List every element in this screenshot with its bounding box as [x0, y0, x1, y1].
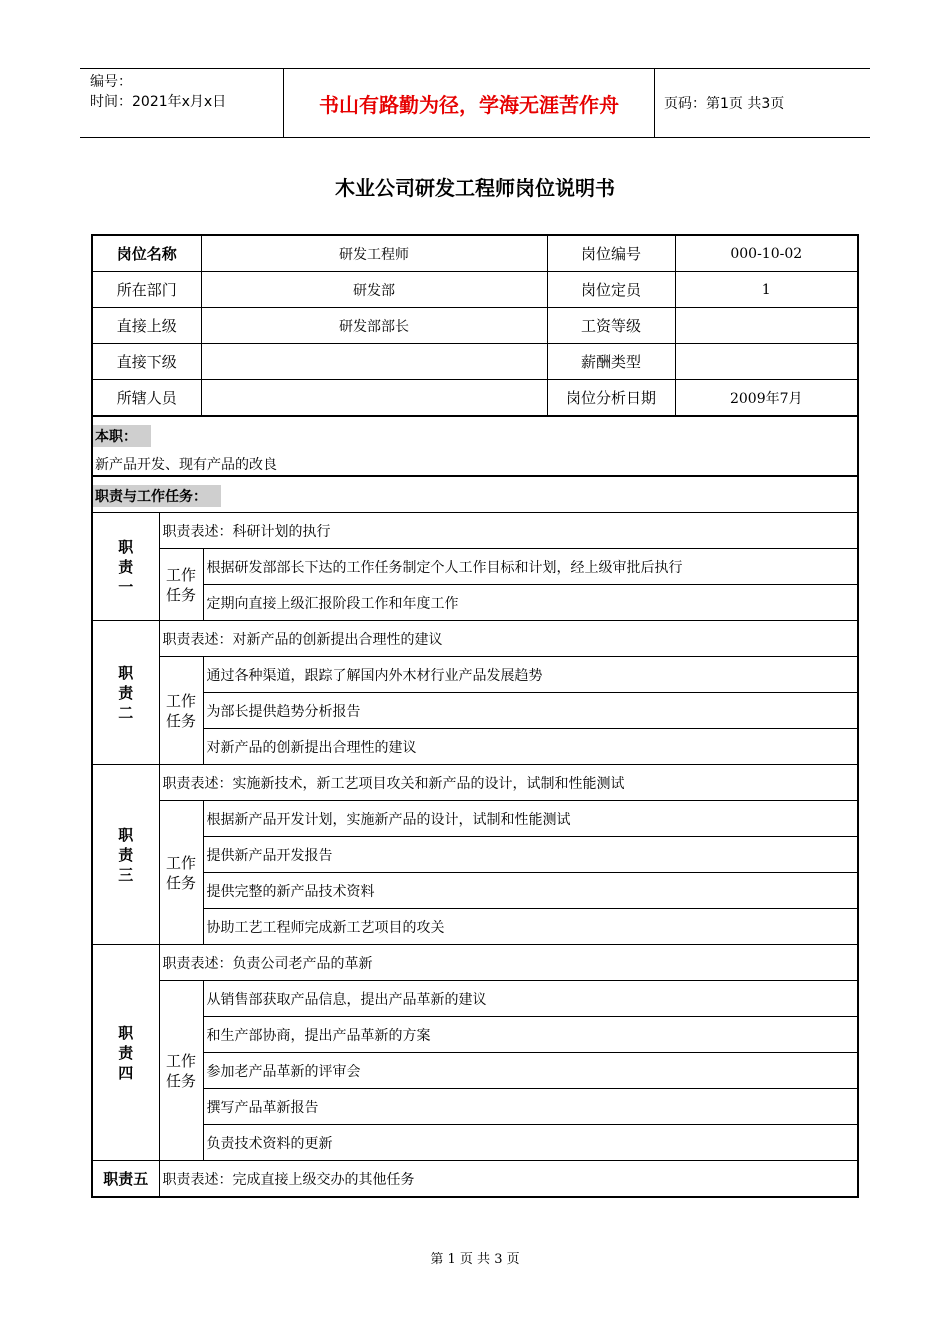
direct-superior-label: 直接上级	[93, 308, 201, 344]
table-row	[93, 621, 857, 657]
duty-label: 职责二	[93, 621, 159, 765]
direct-superior-value: 研发部部长	[201, 308, 547, 344]
table-row	[93, 873, 857, 909]
task-label: 工作任务	[159, 657, 203, 765]
position-name-label: 岗位名称	[93, 236, 201, 272]
analysis-date-value: 2009年7月	[675, 380, 857, 416]
table-row	[93, 585, 857, 621]
table-row	[93, 1053, 857, 1089]
position-name-value: 研发工程师	[201, 236, 547, 272]
duty-description: 职责表述：完成直接上级交办的其他任务	[159, 1161, 857, 1197]
number-label: 编号：	[90, 74, 132, 90]
duties-section	[93, 475, 857, 512]
duties-heading: 职责与工作任务：	[93, 485, 221, 507]
page-indicator: 页码：第1页 共3页	[664, 96, 785, 112]
salary-grade-value	[675, 308, 857, 344]
task-label: 工作任务	[159, 981, 203, 1161]
staff-under-value	[201, 380, 547, 416]
table-row	[93, 801, 857, 837]
task-item: 根据研发部部长下达的工作任务制定个人工作目标和计划，经上级审批后执行	[203, 549, 857, 585]
task-item: 对新产品的创新提出合理性的建议	[203, 729, 857, 765]
motto: 书山有路勤为径，学海无涯苦作舟	[319, 92, 619, 117]
task-item: 和生产部协商，提出产品革新的方案	[203, 1017, 857, 1053]
headcount-label: 岗位定员	[547, 272, 675, 308]
header-band	[80, 68, 870, 138]
staff-under-label: 所辖人员	[93, 380, 201, 416]
table-row	[93, 1017, 857, 1053]
direct-subordinate-value	[201, 344, 547, 380]
duty-description: 职责表述：负责公司老产品的革新	[159, 945, 857, 981]
table-row	[93, 513, 857, 549]
table-row	[93, 1125, 857, 1161]
table-row	[93, 693, 857, 729]
table-row	[93, 344, 857, 380]
task-item: 撰写产品革新报告	[203, 1089, 857, 1125]
table-row	[93, 1161, 857, 1197]
task-item: 提供新产品开发报告	[203, 837, 857, 873]
task-item: 协助工艺工程师完成新工艺项目的攻关	[203, 909, 857, 945]
table-row	[93, 657, 857, 693]
task-item: 提供完整的新产品技术资料	[203, 873, 857, 909]
table-row	[93, 549, 857, 585]
task-item: 根据新产品开发计划，实施新产品的设计，试制和性能测试	[203, 801, 857, 837]
primary-duty-text: 新产品开发、现有产品的改良	[95, 457, 277, 473]
table-row	[93, 308, 857, 344]
duties-table	[93, 512, 857, 1196]
header-divider	[654, 69, 655, 137]
task-label: 工作任务	[159, 549, 203, 621]
table-row	[93, 236, 857, 272]
direct-subordinate-label: 直接下级	[93, 344, 201, 380]
pay-type-value	[675, 344, 857, 380]
duty-description: 职责表述：科研计划的执行	[159, 513, 857, 549]
table-row	[93, 380, 857, 416]
task-item: 负责技术资料的更新	[203, 1125, 857, 1161]
duty-label: 职责五	[93, 1161, 159, 1197]
headcount-value: 1	[675, 272, 857, 308]
time-label: 时间：2021年x月x日	[90, 94, 227, 110]
table-row	[93, 1089, 857, 1125]
duty-label: 职责三	[93, 765, 159, 945]
page-footer: 第 1 页 共 3 页	[430, 1252, 520, 1267]
task-item: 通过各种渠道，跟踪了解国内外木材行业产品发展趋势	[203, 657, 857, 693]
table-row	[93, 765, 857, 801]
table-row	[93, 729, 857, 765]
table-row	[93, 909, 857, 945]
table-row	[93, 272, 857, 308]
job-description-table	[91, 234, 859, 1198]
table-row	[93, 837, 857, 873]
primary-duty-section	[93, 415, 857, 475]
position-info-table	[93, 236, 857, 415]
task-item: 从销售部获取产品信息，提出产品革新的建议	[203, 981, 857, 1017]
task-item: 为部长提供趋势分析报告	[203, 693, 857, 729]
task-item: 参加老产品革新的评审会	[203, 1053, 857, 1089]
task-item: 定期向直接上级汇报阶段工作和年度工作	[203, 585, 857, 621]
header-meta	[90, 72, 226, 112]
salary-grade-label: 工资等级	[547, 308, 675, 344]
task-label: 工作任务	[159, 801, 203, 945]
table-row	[93, 981, 857, 1017]
duty-label: 职责一	[93, 513, 159, 621]
duty-label: 职责四	[93, 945, 159, 1161]
duty-description: 职责表述：实施新技术，新工艺项目攻关和新产品的设计，试制和性能测试	[159, 765, 857, 801]
position-code-label: 岗位编号	[547, 236, 675, 272]
primary-duty-heading: 本职：	[93, 425, 151, 447]
pay-type-label: 薪酬类型	[547, 344, 675, 380]
table-row	[93, 945, 857, 981]
position-code-value: 000-10-02	[675, 236, 857, 272]
document-title: 木业公司研发工程师岗位说明书	[335, 176, 615, 200]
department-label: 所在部门	[93, 272, 201, 308]
duty-description: 职责表述：对新产品的创新提出合理性的建议	[159, 621, 857, 657]
analysis-date-label: 岗位分析日期	[547, 380, 675, 416]
department-value: 研发部	[201, 272, 547, 308]
